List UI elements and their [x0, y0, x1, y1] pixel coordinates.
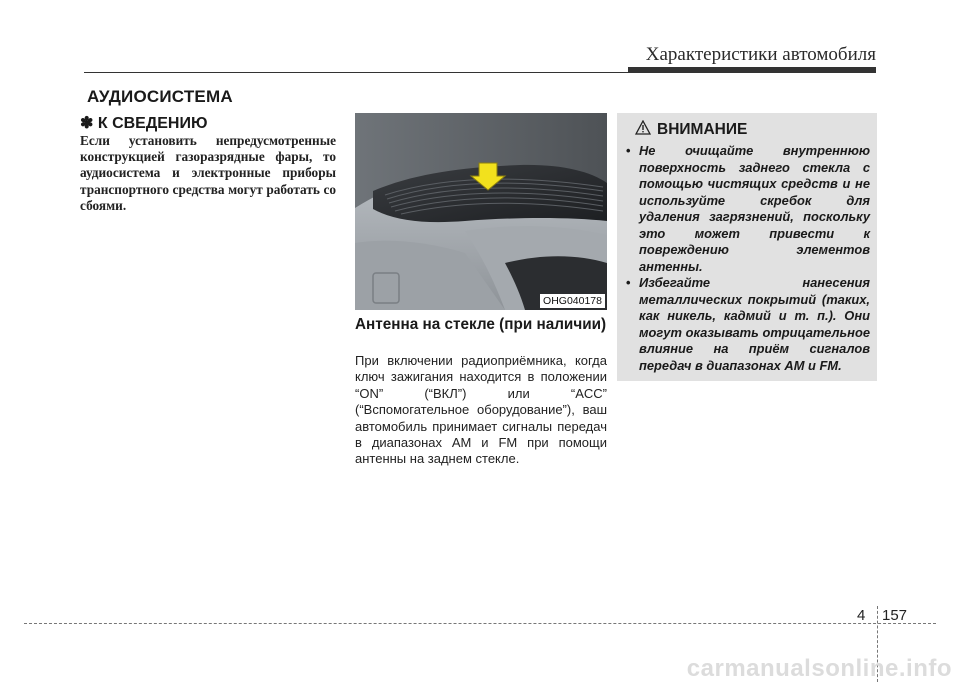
caution-title: ВНИМАНИЕ	[657, 121, 748, 138]
header-title: Характеристики автомобиля	[645, 44, 876, 65]
intro-heading: ✽ К СВЕДЕНИЮ	[80, 115, 208, 132]
header-rule-accent	[628, 67, 876, 72]
header-rule	[84, 72, 876, 73]
car-rear-window-illustration	[355, 113, 607, 310]
bullet: •	[626, 275, 631, 290]
watermark: carmanualsonline.info	[686, 655, 952, 682]
caution-item	[625, 275, 870, 374]
caution-list	[625, 143, 870, 374]
page-number: 157	[882, 607, 908, 624]
footer-divider	[24, 623, 936, 624]
figure-code: OHG040178	[540, 294, 605, 308]
section-title: АУДИОСИСТЕМА	[87, 87, 233, 106]
caution-box	[617, 113, 877, 381]
chapter-number: 4	[857, 607, 866, 624]
caution-item-text: Не очищайте внутреннюю поверхность заднего стекла с помощью чистящих средств и не используйте скребок для удаления загрязнений, поскольку это может привести к повреждению элементов антенны.	[639, 143, 870, 274]
rear-window-photo	[355, 113, 607, 310]
intro-text: Если установить непредусмотренные конструкцией газоразрядные фары, то аудиосистема и электронные приборы транспортного средства могут работать со сбоями.	[80, 133, 336, 213]
antenna-heading: Антенна на стекле (при наличии)	[355, 316, 607, 333]
caution-item-text: Избегайте нанесения металлических покрытий (таких, как никель, кадмий и т. п.). Они могут оказывать отрицательное влияние на приём сигналов передач в диапазонах AM и FM.	[639, 275, 870, 373]
caution-item	[625, 143, 870, 275]
warning-triangle-icon	[635, 120, 651, 140]
antenna-text: При включении радиоприёмника, когда ключ зажигания находится в положении “ON” (“ВКЛ”) или “ACC” (“Вспомогательное оборудование”), ваш автомобиль принимает сигналы передач в диапазонах AM и FM при помощи антенны на заднем стекле.	[355, 353, 607, 467]
caution-header	[635, 120, 747, 140]
bullet: •	[626, 143, 631, 158]
